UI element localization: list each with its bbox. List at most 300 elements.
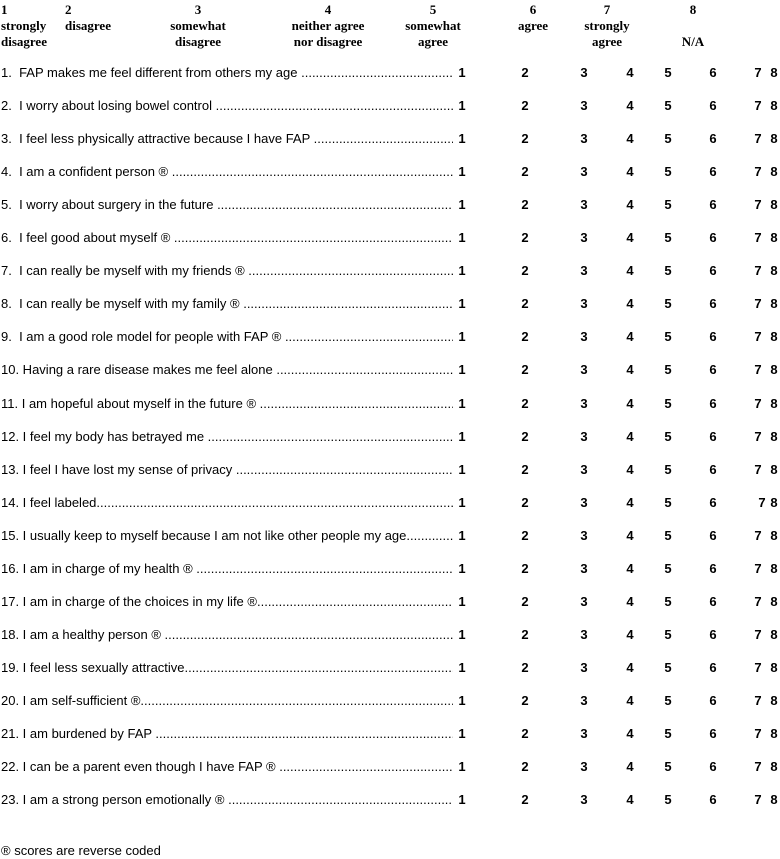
item-label: 12. I feel my body has betrayed me	[1, 428, 208, 444]
item-text	[1, 329, 453, 344]
response-option-5[interactable]: 5	[664, 659, 672, 675]
item-row	[0, 594, 780, 612]
response-option-8[interactable]: 8	[770, 461, 778, 477]
response-option-7[interactable]: 7	[754, 164, 762, 180]
item-label: 9. I am a good role model for people with FAP ®	[1, 329, 285, 345]
response-option-7[interactable]: 7	[754, 296, 762, 312]
item-text	[1, 429, 453, 444]
response-option-4[interactable]: 4	[626, 98, 634, 114]
response-option-7[interactable]: 7	[754, 230, 762, 246]
item-text	[1, 263, 453, 278]
response-option-8[interactable]: 8	[770, 792, 778, 808]
response-option-7[interactable]: 7	[754, 527, 762, 543]
response-option-7[interactable]: 7	[754, 692, 762, 708]
item-label: 11. I am hopeful about myself in the future ®	[1, 395, 260, 411]
item-row	[0, 429, 780, 447]
response-option-6[interactable]: 6	[709, 98, 717, 114]
response-option-3[interactable]: 3	[580, 759, 588, 775]
response-option-5[interactable]: 5	[664, 494, 672, 510]
response-option-4[interactable]: 4	[626, 726, 634, 741]
response-option-4[interactable]: 4	[626, 65, 634, 80]
response-option-1[interactable]: 1	[458, 395, 466, 411]
response-option-6[interactable]: 6	[709, 296, 717, 312]
response-option-6[interactable]: 6	[709, 461, 717, 477]
item-label: 13. I feel I have lost my sense of privacy	[1, 461, 236, 477]
item-label: 22. I can be a parent even though I have FAP ®	[1, 759, 280, 775]
scale-number: 4	[324, 2, 332, 17]
response-option-7[interactable]: 7	[754, 329, 762, 345]
response-option-8[interactable]: 8	[770, 428, 778, 444]
response-option-5[interactable]: 5	[664, 726, 672, 741]
response-option-3[interactable]: 3	[580, 792, 588, 808]
item-label: 18. I am a healthy person ®	[1, 626, 165, 642]
response-option-7[interactable]: 7	[754, 560, 762, 576]
response-option-6[interactable]: 6	[709, 263, 717, 279]
dot-leader	[276, 362, 453, 377]
response-option-5[interactable]: 5	[664, 230, 672, 246]
response-option-1[interactable]: 1	[458, 759, 466, 775]
response-option-8[interactable]: 8	[770, 197, 778, 213]
response-option-2[interactable]: 2	[521, 65, 529, 80]
response-option-6[interactable]: 6	[709, 197, 717, 213]
item-row	[0, 362, 780, 380]
response-option-2[interactable]: 2	[521, 395, 529, 411]
response-option-7[interactable]: 7	[754, 395, 762, 411]
response-option-6[interactable]: 6	[709, 792, 717, 808]
item-label: 16. I am in charge of my health ®	[1, 560, 197, 576]
response-option-8[interactable]: 8	[770, 659, 778, 675]
dot-leader	[257, 594, 453, 609]
response-option-6[interactable]: 6	[709, 759, 717, 775]
response-option-2[interactable]: 2	[521, 296, 529, 312]
item-row	[0, 296, 780, 314]
scale-text: nor disagree	[293, 34, 363, 49]
dot-leader	[248, 263, 453, 278]
item-label: 4. I am a confident person ®	[1, 164, 172, 180]
response-option-7[interactable]: 7	[754, 461, 762, 477]
item-text	[1, 296, 453, 311]
response-option-1[interactable]: 1	[458, 792, 466, 808]
item-row	[0, 230, 780, 248]
response-option-1[interactable]: 1	[458, 692, 466, 708]
response-option-4[interactable]: 4	[626, 494, 634, 510]
item-text	[1, 65, 453, 80]
item-text	[1, 230, 453, 245]
response-option-8[interactable]: 8	[770, 98, 778, 114]
response-option-3[interactable]: 3	[580, 197, 588, 213]
item-label: 21. I am burdened by FAP	[1, 726, 156, 741]
response-option-5[interactable]: 5	[664, 461, 672, 477]
response-option-1[interactable]: 1	[458, 164, 466, 180]
response-option-4[interactable]: 4	[626, 692, 634, 708]
scale-text: strongly	[1, 18, 47, 33]
response-option-8[interactable]: 8	[770, 726, 778, 741]
scale-text: somewhat	[170, 18, 226, 33]
response-option-5[interactable]: 5	[664, 560, 672, 576]
response-option-6[interactable]: 6	[709, 65, 717, 80]
scale-number: 3	[194, 2, 202, 17]
item-text	[1, 131, 453, 146]
response-option-5[interactable]: 5	[664, 65, 672, 80]
response-option-1[interactable]: 1	[458, 98, 466, 114]
item-row	[0, 693, 780, 711]
scale-text: strongly	[584, 18, 630, 33]
scale-text: somewhat	[405, 18, 461, 33]
response-option-2[interactable]: 2	[521, 626, 529, 642]
dot-leader	[172, 164, 453, 179]
response-option-6[interactable]: 6	[709, 329, 717, 345]
item-row	[0, 197, 780, 215]
dot-leader	[165, 627, 453, 642]
response-option-4[interactable]: 4	[626, 362, 634, 378]
response-option-3[interactable]: 3	[580, 296, 588, 312]
item-text	[1, 495, 453, 510]
response-option-3[interactable]: 3	[580, 98, 588, 114]
response-option-2[interactable]: 2	[521, 131, 529, 147]
response-option-4[interactable]: 4	[626, 197, 634, 213]
response-option-4[interactable]: 4	[626, 593, 634, 609]
item-text	[1, 362, 453, 377]
response-option-7[interactable]: 7	[754, 98, 762, 114]
item-label: 19. I feel less sexually attractive	[1, 659, 185, 675]
item-label: 8. I can really be myself with my family ®	[1, 296, 244, 312]
response-option-2[interactable]: 2	[521, 659, 529, 675]
response-option-5[interactable]: 5	[664, 395, 672, 411]
response-option-3[interactable]: 3	[580, 395, 588, 411]
response-option-5[interactable]: 5	[664, 296, 672, 312]
response-option-7[interactable]: 7	[754, 726, 762, 741]
response-option-1[interactable]: 1	[458, 230, 466, 246]
item-label: 7. I can really be myself with my friends ®	[1, 263, 249, 279]
response-option-8[interactable]: 8	[770, 131, 778, 147]
response-option-2[interactable]: 2	[521, 593, 529, 609]
response-option-4[interactable]: 4	[626, 164, 634, 180]
scale-text: agree	[591, 34, 623, 49]
response-option-4[interactable]: 4	[626, 263, 634, 279]
scale-label-6	[518, 2, 548, 34]
dot-leader	[155, 726, 453, 741]
item-row	[0, 792, 780, 810]
response-option-4[interactable]: 4	[626, 329, 634, 345]
response-option-8[interactable]: 8	[770, 759, 778, 775]
item-text	[1, 528, 453, 543]
response-option-8[interactable]: 8	[770, 263, 778, 279]
scale-number: 6	[529, 2, 537, 17]
response-option-6[interactable]: 6	[709, 659, 717, 675]
scale-text: disagree	[65, 18, 111, 33]
response-option-4[interactable]: 4	[626, 131, 634, 147]
item-label: 15. I usually keep to myself because I am not like other people my age	[1, 527, 407, 543]
response-option-1[interactable]: 1	[458, 494, 466, 510]
response-option-5[interactable]: 5	[664, 131, 672, 147]
scale-text: neither agree	[291, 18, 365, 33]
dot-leader	[301, 65, 453, 80]
dot-leader	[228, 792, 453, 807]
response-option-5[interactable]: 5	[664, 263, 672, 279]
response-option-2[interactable]: 2	[521, 362, 529, 378]
response-option-1[interactable]: 1	[458, 659, 466, 675]
response-option-5[interactable]: 5	[664, 593, 672, 609]
response-option-4[interactable]: 4	[626, 296, 634, 312]
item-label: 2. I worry about losing bowel control	[1, 98, 216, 114]
scale-text: agree	[417, 34, 449, 49]
item-text	[1, 792, 453, 807]
scale-text: agree	[517, 18, 549, 33]
response-option-7[interactable]: 7	[754, 131, 762, 147]
dot-leader	[140, 693, 453, 708]
response-option-4[interactable]: 4	[626, 659, 634, 675]
scale-label-7	[584, 2, 629, 50]
response-option-6[interactable]: 6	[709, 428, 717, 444]
response-option-8[interactable]: 8	[770, 230, 778, 246]
response-option-1[interactable]: 1	[458, 626, 466, 642]
response-option-6[interactable]: 6	[709, 494, 717, 510]
response-option-5[interactable]: 5	[664, 792, 672, 808]
item-label: 3. I feel less physically attractive because I have FAP	[1, 131, 314, 147]
item-text	[1, 98, 453, 113]
scale-label-4	[292, 2, 365, 50]
response-option-7[interactable]: 7	[754, 759, 762, 775]
response-option-4[interactable]: 4	[626, 461, 634, 477]
scale-text: disagree	[1, 34, 47, 49]
response-option-3[interactable]: 3	[580, 692, 588, 708]
response-option-1[interactable]: 1	[458, 461, 466, 477]
response-option-4[interactable]: 4	[626, 395, 634, 411]
response-option-4[interactable]: 4	[626, 759, 634, 775]
dot-leader	[96, 495, 453, 510]
response-option-8[interactable]: 8	[770, 527, 778, 543]
response-option-8[interactable]: 8	[770, 329, 778, 345]
response-option-3[interactable]: 3	[580, 263, 588, 279]
dot-leader	[196, 561, 453, 576]
response-option-2[interactable]: 2	[521, 428, 529, 444]
item-text	[1, 759, 453, 774]
dot-leader	[314, 131, 453, 146]
response-option-3[interactable]: 3	[580, 329, 588, 345]
scale-number: 1	[1, 2, 8, 17]
item-text	[1, 627, 453, 642]
item-label: 17. I am in charge of the choices in my life ®	[1, 593, 257, 609]
response-option-2[interactable]: 2	[521, 527, 529, 543]
scale-number: 7	[603, 2, 611, 17]
dot-leader	[406, 528, 453, 543]
response-option-5[interactable]: 5	[664, 197, 672, 213]
item-label: 6. I feel good about myself ®	[1, 230, 174, 246]
response-option-8[interactable]: 8	[770, 494, 778, 510]
response-option-5[interactable]: 5	[664, 329, 672, 345]
response-option-2[interactable]: 2	[521, 494, 529, 510]
response-option-7[interactable]: 7	[754, 65, 762, 80]
response-option-1[interactable]: 1	[458, 296, 466, 312]
item-text	[1, 197, 453, 212]
response-option-4[interactable]: 4	[626, 626, 634, 642]
dot-leader	[216, 98, 453, 113]
dot-leader	[279, 759, 453, 774]
response-option-6[interactable]: 6	[709, 230, 717, 246]
response-option-2[interactable]: 2	[521, 792, 529, 808]
item-label: 23. I am a strong person emotionally ®	[1, 792, 229, 808]
response-option-1[interactable]: 1	[458, 560, 466, 576]
response-option-2[interactable]: 2	[521, 461, 529, 477]
item-text	[1, 693, 453, 708]
response-option-1[interactable]: 1	[458, 197, 466, 213]
response-option-1[interactable]: 1	[458, 65, 466, 80]
response-option-2[interactable]: 2	[521, 560, 529, 576]
response-option-2[interactable]: 2	[521, 692, 529, 708]
item-row	[0, 726, 780, 744]
response-option-6[interactable]: 6	[709, 626, 717, 642]
response-option-2[interactable]: 2	[521, 230, 529, 246]
response-option-8[interactable]: 8	[770, 164, 778, 180]
scale-label-1	[1, 2, 47, 50]
response-option-3[interactable]: 3	[580, 230, 588, 246]
item-row	[0, 561, 780, 579]
response-option-8[interactable]: 8	[770, 395, 778, 411]
response-option-4[interactable]: 4	[626, 230, 634, 246]
response-option-3[interactable]: 3	[580, 461, 588, 477]
item-text	[1, 726, 453, 741]
response-option-5[interactable]: 5	[664, 692, 672, 708]
item-label: 20. I am self-sufficient ®	[1, 692, 141, 708]
response-option-3[interactable]: 3	[580, 494, 588, 510]
response-option-5[interactable]: 5	[664, 759, 672, 775]
response-option-8[interactable]: 8	[770, 65, 778, 80]
item-row	[0, 462, 780, 480]
response-option-8[interactable]: 8	[770, 692, 778, 708]
dot-leader	[185, 660, 453, 675]
response-option-6[interactable]: 6	[709, 362, 717, 378]
response-option-5[interactable]: 5	[664, 362, 672, 378]
response-option-6[interactable]: 6	[709, 395, 717, 411]
scale-text: N/A	[681, 34, 705, 49]
response-option-2[interactable]: 2	[521, 329, 529, 345]
dot-leader	[285, 329, 453, 344]
item-text	[1, 594, 453, 609]
response-option-6[interactable]: 6	[709, 164, 717, 180]
item-row	[0, 396, 780, 414]
response-option-5[interactable]: 5	[664, 164, 672, 180]
response-option-3[interactable]: 3	[580, 626, 588, 642]
response-option-8[interactable]: 8	[770, 593, 778, 609]
response-option-2[interactable]: 2	[521, 263, 529, 279]
response-option-6[interactable]: 6	[709, 726, 717, 741]
response-option-7[interactable]: 7	[754, 362, 762, 378]
response-option-2[interactable]: 2	[521, 98, 529, 114]
scale-label-2	[65, 2, 111, 33]
scale-label-8	[682, 2, 704, 50]
response-option-3[interactable]: 3	[580, 131, 588, 147]
response-option-3[interactable]: 3	[580, 593, 588, 609]
response-option-3[interactable]: 3	[580, 659, 588, 675]
item-row	[0, 65, 780, 83]
response-option-7[interactable]: 7	[758, 494, 766, 510]
item-row	[0, 131, 780, 149]
response-option-1[interactable]: 1	[458, 263, 466, 279]
response-option-7[interactable]: 7	[754, 593, 762, 609]
item-row	[0, 627, 780, 645]
item-label: 1. FAP makes me feel different from others my age	[1, 65, 302, 80]
item-row	[0, 98, 780, 116]
response-option-1[interactable]: 1	[458, 329, 466, 345]
response-option-6[interactable]: 6	[709, 692, 717, 708]
response-option-7[interactable]: 7	[754, 792, 762, 808]
response-option-3[interactable]: 3	[580, 428, 588, 444]
response-option-3[interactable]: 3	[580, 362, 588, 378]
response-option-2[interactable]: 2	[521, 759, 529, 775]
scale-number: 5	[429, 2, 437, 17]
item-row	[0, 263, 780, 281]
response-option-6[interactable]: 6	[709, 593, 717, 609]
response-option-6[interactable]: 6	[709, 131, 717, 147]
footnote: ® scores are reverse coded	[1, 843, 161, 858]
scale-label-5	[405, 2, 461, 50]
response-option-3[interactable]: 3	[580, 65, 588, 80]
response-option-7[interactable]: 7	[754, 626, 762, 642]
response-option-3[interactable]: 3	[580, 527, 588, 543]
dot-leader	[236, 462, 453, 477]
dot-leader	[174, 230, 453, 245]
item-row	[0, 528, 780, 546]
scale-text: disagree	[175, 34, 221, 49]
response-option-6[interactable]: 6	[709, 527, 717, 543]
item-text	[1, 561, 453, 576]
response-option-3[interactable]: 3	[580, 560, 588, 576]
response-option-4[interactable]: 4	[626, 560, 634, 576]
response-option-3[interactable]: 3	[580, 726, 588, 741]
dot-leader	[260, 396, 453, 411]
scale-label-3	[170, 2, 226, 50]
response-option-1[interactable]: 1	[458, 527, 466, 543]
response-option-4[interactable]: 4	[626, 527, 634, 543]
response-option-2[interactable]: 2	[521, 726, 529, 741]
item-text	[1, 396, 453, 411]
item-label: 5. I worry about surgery in the future	[1, 197, 218, 213]
response-option-1[interactable]: 1	[458, 131, 466, 147]
response-option-3[interactable]: 3	[580, 164, 588, 180]
response-option-7[interactable]: 7	[754, 197, 762, 213]
response-option-5[interactable]: 5	[664, 527, 672, 543]
response-option-5[interactable]: 5	[664, 98, 672, 114]
item-text	[1, 164, 453, 179]
item-row	[0, 164, 780, 182]
response-option-8[interactable]: 8	[770, 560, 778, 576]
response-option-1[interactable]: 1	[458, 428, 466, 444]
scale-number: 8	[689, 2, 697, 17]
response-option-1[interactable]: 1	[458, 726, 466, 741]
dot-leader	[208, 429, 453, 444]
response-option-5[interactable]: 5	[664, 428, 672, 444]
response-option-7[interactable]: 7	[754, 263, 762, 279]
response-option-7[interactable]: 7	[754, 428, 762, 444]
response-option-6[interactable]: 6	[709, 560, 717, 576]
response-option-2[interactable]: 2	[521, 197, 529, 213]
response-option-8[interactable]: 8	[770, 626, 778, 642]
item-row	[0, 759, 780, 777]
item-row	[0, 660, 780, 678]
response-option-7[interactable]: 7	[754, 659, 762, 675]
dot-leader	[243, 296, 453, 311]
item-text	[1, 462, 453, 477]
item-label: 14. I feel labeled	[1, 494, 97, 510]
response-option-8[interactable]: 8	[770, 296, 778, 312]
response-option-5[interactable]: 5	[664, 626, 672, 642]
response-option-4[interactable]: 4	[626, 428, 634, 444]
response-option-1[interactable]: 1	[458, 593, 466, 609]
response-option-4[interactable]: 4	[626, 792, 634, 808]
response-option-2[interactable]: 2	[521, 164, 529, 180]
response-option-8[interactable]: 8	[770, 362, 778, 378]
response-option-1[interactable]: 1	[458, 362, 466, 378]
